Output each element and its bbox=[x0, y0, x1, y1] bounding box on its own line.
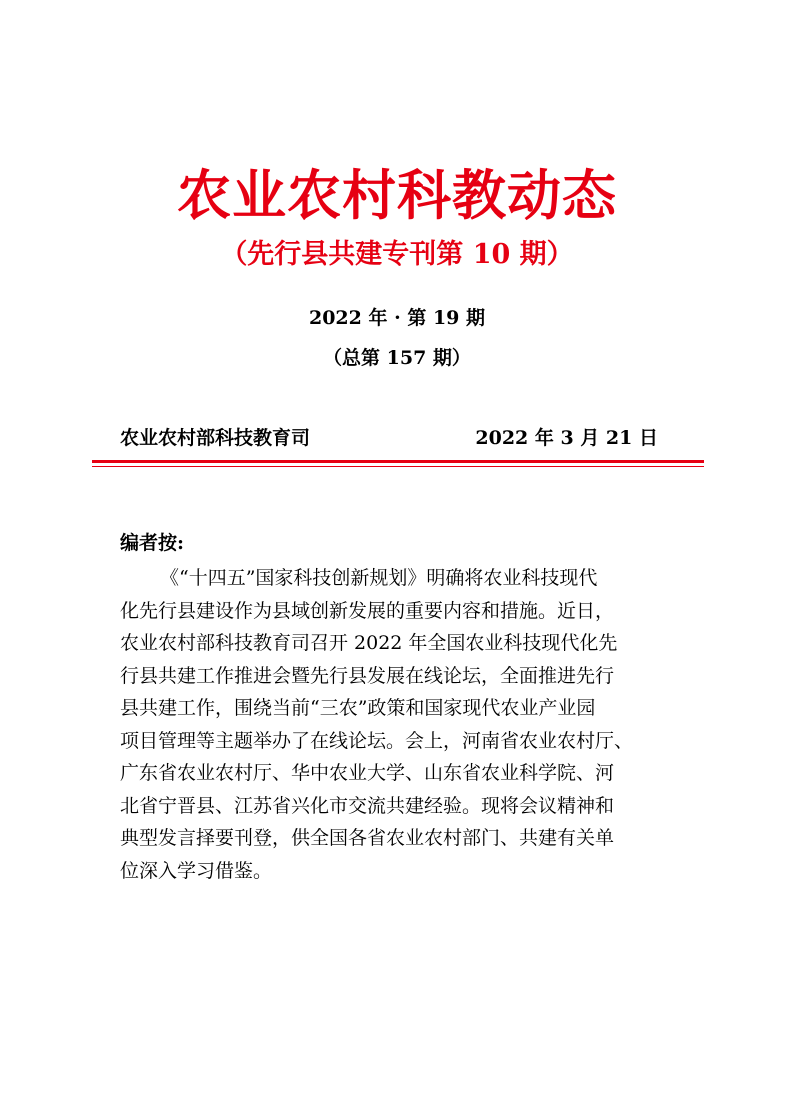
editor-note-heading: 编者按: bbox=[120, 532, 185, 554]
masthead-title: 农业农村科教动态 bbox=[177, 163, 617, 227]
editor-note-line: 农业农村部科技教育司召开 2022 年全国农业科技现代化先 bbox=[120, 632, 618, 654]
editor-note-line: 广东省农业农村厅、华中农业大学、山东省农业科学院、河 bbox=[120, 762, 615, 784]
editor-note-body bbox=[120, 562, 680, 887]
editor-note-line: 典型发言择要刊登，供全国各省农业农村部门、共建有关单 bbox=[120, 827, 615, 849]
editor-note-line: 北省宁晋县、江苏省兴化市交流共建经验。现将会议精神和 bbox=[120, 794, 615, 817]
header-divider-thick bbox=[92, 460, 704, 463]
editor-note-line: 县共建工作，围绕当前“三农”政策和国家现代农业产业园 bbox=[120, 697, 596, 719]
issue-number: 2022 年 · 第 19 期 bbox=[308, 307, 485, 329]
publisher-row bbox=[120, 422, 668, 454]
editor-note-line: 位深入学习借鉴。 bbox=[120, 859, 273, 882]
editor-note-line: 化先行县建设作为县域创新发展的重要内容和措施。近日， bbox=[120, 599, 615, 622]
special-issue-subtitle: （先行县共建专刊第 10 期） bbox=[220, 239, 574, 270]
publisher-name: 农业农村部科技教育司 bbox=[120, 427, 311, 449]
total-issue-number: （总第 157 期） bbox=[323, 347, 471, 369]
publication-date: 2022 年 3 月 21 日 bbox=[475, 427, 658, 449]
editor-note-line: 行县共建工作推进会暨先行县发展在线论坛，全面推进先行 bbox=[120, 664, 615, 687]
editor-note-line: 《“十四五”国家科技创新规划》明确将农业科技现代 bbox=[160, 567, 598, 589]
header-divider-thin bbox=[92, 466, 704, 467]
editor-note-line: 项目管理等主题举办了在线论坛。会上，河南省农业农村厅、 bbox=[120, 729, 634, 752]
